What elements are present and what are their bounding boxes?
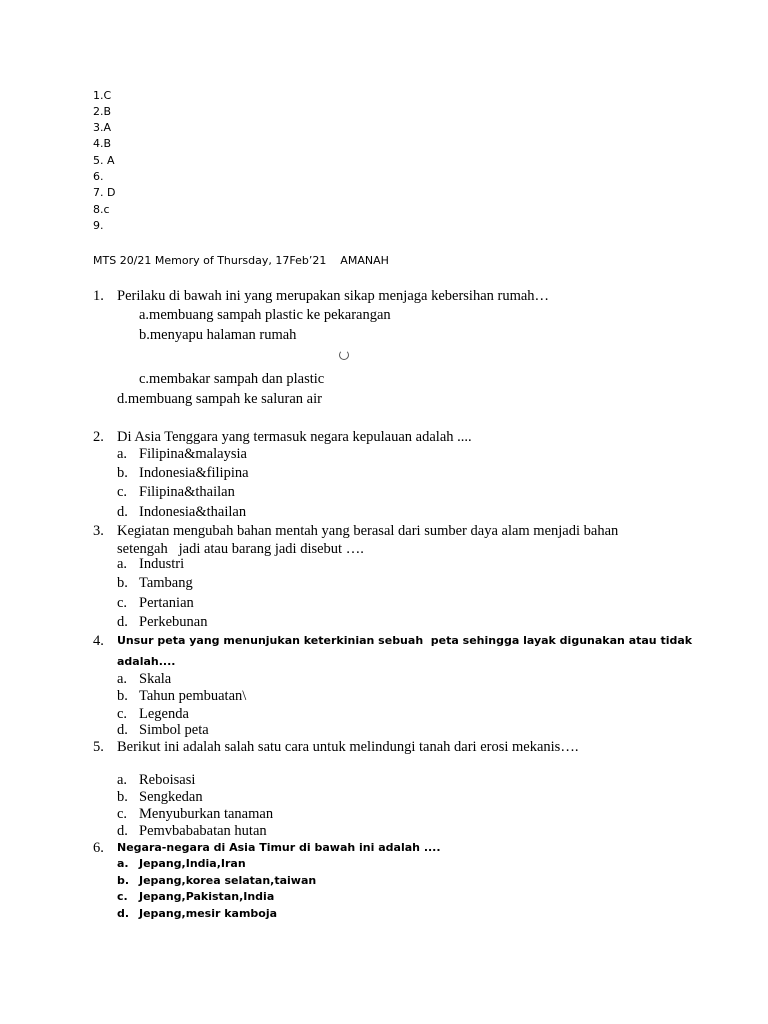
- option-letter: a.: [117, 857, 129, 870]
- option-text: Sengkedan: [139, 789, 203, 805]
- loading-circle-icon: [339, 350, 349, 360]
- answer-item: 7. D: [93, 186, 116, 199]
- option-letter: d.: [117, 504, 128, 520]
- question-number: 5.: [93, 739, 104, 755]
- question-text: Berikut ini adalah salah satu cara untuk melindungi tanah dari erosi mekanis….: [117, 739, 579, 755]
- option-letter: b.: [117, 874, 130, 887]
- option-text: Reboisasi: [139, 772, 196, 788]
- option-text: Jepang,korea selatan,taiwan: [139, 874, 317, 887]
- question-number: 6.: [93, 840, 104, 856]
- option-text: Legenda: [139, 706, 189, 722]
- answer-item: 3.A: [93, 121, 112, 134]
- question-text-continued: setengah jadi atau barang jadi disebut ….: [117, 541, 364, 557]
- option-text: Pertanian: [139, 595, 194, 611]
- option-text: Menyuburkan tanaman: [139, 806, 274, 822]
- option-text: Tahun pembuatan\: [139, 688, 247, 704]
- option-letter: a.: [117, 671, 128, 687]
- option-d: d.membuang sampah ke saluran air: [117, 391, 322, 407]
- question-number: 1.: [93, 288, 104, 304]
- option-letter: b.: [117, 688, 128, 704]
- option-b: b.menyapu halaman rumah: [139, 327, 297, 343]
- option-letter: b.: [117, 575, 128, 591]
- question-number: 3.: [93, 523, 104, 539]
- option-letter: d.: [117, 907, 130, 920]
- answer-item: 6.: [93, 170, 104, 183]
- option-text: Perkebunan: [139, 614, 208, 630]
- option-text: Tambang: [139, 575, 193, 591]
- option-text: Indonesia&filipina: [139, 465, 249, 481]
- option-c: c.membakar sampah dan plastic: [139, 371, 325, 387]
- question-text: Perilaku di bawah ini yang merupakan sikap menjaga kebersihan rumah…: [117, 288, 550, 304]
- document-heading: MTS 20/21 Memory of Thursday, 17Feb’21 AMANAH: [93, 254, 389, 267]
- question-text: Negara-negara di Asia Timur di bawah ini adalah ....: [117, 841, 441, 854]
- option-text: Industri: [139, 556, 185, 572]
- question-number: 4.: [93, 633, 104, 649]
- option-a: a.membuang sampah plastic ke pekarangan: [139, 307, 391, 323]
- option-letter: c.: [117, 595, 128, 611]
- option-text: Indonesia&thailan: [139, 504, 247, 520]
- question-number: 2.: [93, 429, 104, 445]
- option-letter: a.: [117, 556, 128, 572]
- answer-item: 4.B: [93, 137, 112, 150]
- option-letter: c.: [117, 890, 128, 903]
- answer-item: 1.C: [93, 89, 112, 102]
- option-text: Skala: [139, 671, 172, 687]
- question-text: Unsur peta yang menunjukan keterkinian sebuah peta sehingga layak digunakan atau tidak: [117, 634, 693, 647]
- option-text: Jepang,mesir kamboja: [139, 907, 278, 920]
- option-letter: c.: [117, 484, 128, 500]
- question-text: Di Asia Tenggara yang termasuk negara kepulauan adalah ....: [117, 429, 472, 445]
- question-text: Kegiatan mengubah bahan mentah yang berasal dari sumber daya alam menjadi bahan: [117, 523, 619, 539]
- option-letter: b.: [117, 465, 128, 481]
- answer-item: 9.: [93, 219, 104, 232]
- option-text: Simbol peta: [139, 722, 209, 738]
- option-letter: a.: [117, 772, 128, 788]
- option-letter: b.: [117, 789, 128, 805]
- option-letter: d.: [117, 722, 128, 738]
- option-text: Filipina&malaysia: [139, 446, 247, 462]
- option-text: Pemvbababatan hutan: [139, 823, 267, 839]
- option-text: Jepang,Pakistan,India: [139, 890, 275, 903]
- option-letter: c.: [117, 706, 128, 722]
- option-letter: d.: [117, 614, 128, 630]
- option-text: Jepang,India,Iran: [139, 857, 246, 870]
- option-letter: c.: [117, 806, 128, 822]
- answer-item: 8.c: [93, 203, 110, 216]
- answer-item: 2.B: [93, 105, 112, 118]
- option-text: Filipina&thailan: [139, 484, 235, 500]
- option-letter: a.: [117, 446, 128, 462]
- option-letter: d.: [117, 823, 128, 839]
- question-text-continued: adalah....: [117, 655, 176, 668]
- answer-item: 5. A: [93, 154, 115, 167]
